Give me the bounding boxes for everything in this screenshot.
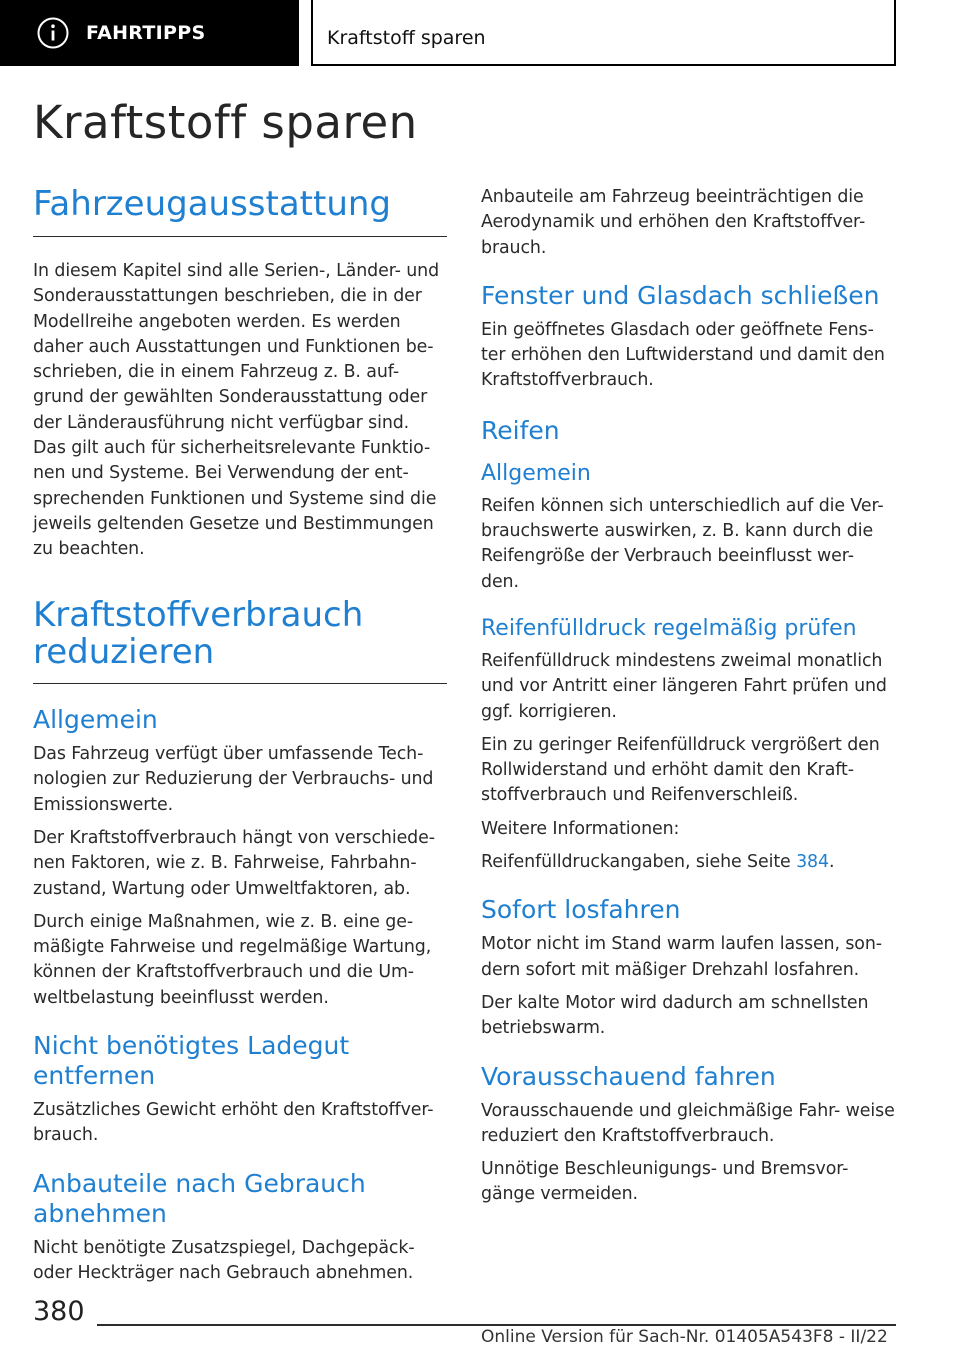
- chapter-label: FAHRTIPPS: [86, 22, 206, 44]
- right-column: [481, 185, 895, 1216]
- reference-period: .: [828, 852, 835, 873]
- heading-ladegut-entfernen: Nicht benötigtes Ladegut entfernen: [33, 1031, 350, 1091]
- heading-anbauteile-abnehmen: Anbauteile nach Gebrauch abnehmen: [33, 1168, 366, 1228]
- paragraph-fenster-glasdach: Ein geöffnetes Glasdach oder geöffnete Fens- ter erhöhen den Luftwiderstand und damit den Kraftstoffverbrauch.: [481, 319, 885, 391]
- paragraph-reifenfuelldruck-2: Ein zu geringer Reifenfülldruck vergrößert den Rollwiderstand und erhöht damit den Kraft- stoffverbrauch und Reifenverschleiß.: [481, 734, 880, 806]
- paragraph-weitere-informationen: Weitere Informationen:: [481, 818, 680, 839]
- page-reference-link[interactable]: 384: [796, 852, 829, 873]
- paragraph-anbauteile: Nicht benötigte Zusatzspiegel, Dachgepäck- oder Heckträger nach Gebrauch abnehmen.: [33, 1237, 415, 1283]
- paragraph-ladegut: Zusätzliches Gewicht erhöht den Kraftstoffver- brauch.: [33, 1100, 434, 1146]
- heading-fahrzeugausstattung: Fahrzeugausstattung: [33, 186, 447, 237]
- paragraph-vorausschauend-1: Vorausschauende und gleichmäßige Fahr- weise reduziert den Kraftstoffverbrauch.: [481, 1100, 895, 1146]
- heading-fenster-glasdach: Fenster und Glasdach schließen: [481, 280, 880, 310]
- heading-vorausschauend-fahren: Vorausschauend fahren: [481, 1061, 776, 1091]
- section-divider: [33, 683, 447, 685]
- paragraph-reifen-allgemein: Reifen können sich unterschiedlich auf die Ver- brauchswerte auswirken, z. B. kann durch die Reifengröße der Verbrauch beeinflusst wer- den.: [481, 495, 884, 592]
- paragraph-allgemein-1: Das Fahrzeug verfügt über umfassende Tech- nologien zur Reduzierung der Verbrauchs- und Emissionswerte.: [33, 744, 434, 815]
- paragraph-reifenfuelldruckangaben: [481, 850, 895, 875]
- paragraph-fahrzeugausstattung: In diesem Kapitel sind alle Serien-, Länder- und Sonderausstattungen beschrieben, die in der Modellreihe angeboten werden. Es werden daher auch Ausstattungen und Funktionen be- schrieben, die in einem Fahrzeug z. B. auf- grund der gewählten Sonderausstattung oder der Länderausführung nicht verfügbar sind. Das gilt auch für sicherheitsrelevante Funktio- nen und Systeme. Bei Verwendung der ent- sprechenden Funktionen und Systeme sind die jeweils geltenden Gesetze und Bestimmungen zu beachten.: [33, 261, 440, 560]
- heading-kraftstoffverbrauch-reduzieren: Kraftstoffverbrauch reduzieren: [33, 594, 364, 672]
- page-title: Kraftstoff sparen: [33, 96, 418, 149]
- paragraph-reifenfuelldruck-1: Reifenfülldruck mindestens zweimal monatlich und vor Antritt einer längeren Fahrt prüfen und ggf. korrigieren.: [481, 650, 887, 722]
- reference-text: Reifenfülldruckangaben, siehe Seite: [481, 852, 797, 873]
- heading-allgemein: Allgemein: [33, 705, 158, 735]
- page-number: 380: [33, 1296, 85, 1327]
- paragraph-sofort-losfahren-2: Der kalte Motor wird dadurch am schnellsten betriebswarm.: [481, 992, 869, 1039]
- paragraph-anbauteile-aerodynamik: Anbauteile am Fahrzeug beeinträchtigen die Aerodynamik und erhöhen den Kraftstoffver- brauch.: [481, 187, 866, 258]
- topic-label: Kraftstoff sparen: [327, 27, 486, 49]
- topic-header-box: [311, 0, 896, 66]
- paragraph-sofort-losfahren-1: Motor nicht im Stand warm laufen lassen, son- dern sofort mit mäßiger Drehzahl losfahren.: [481, 934, 882, 980]
- paragraph-allgemein-3: Durch einige Maßnahmen, wie z. B. eine ge- mäßigte Fahrweise und regelmäßige Wartung, können der Kraftstoffverbrauch und die Um- weltbelastung beeinflusst werden.: [33, 911, 432, 1008]
- footer-divider: [97, 1324, 896, 1326]
- paragraph-allgemein-2: Der Kraftstoffverbrauch hängt von verschiede- nen Faktoren, wie z. B. Fahrweise, Fahrbahn- zustand, Wartung oder Umweltfaktoren, ab.: [33, 827, 435, 899]
- footer-version-text: Online Version für Sach-Nr. 01405A543F8 - II/22: [481, 1327, 888, 1347]
- heading-reifen-allgemein: Allgemein: [481, 460, 591, 486]
- info-icon: [36, 16, 70, 50]
- heading-reifen: Reifen: [481, 415, 560, 445]
- heading-sofort-losfahren: Sofort losfahren: [481, 895, 681, 925]
- left-column: [33, 186, 447, 1294]
- heading-reifenfuelldruck: Reifenfülldruck regelmäßig prüfen: [481, 615, 857, 641]
- chapter-tab: [0, 0, 299, 66]
- paragraph-vorausschauend-2: Unnötige Beschleunigungs- und Bremsvor- gänge vermeiden.: [481, 1159, 849, 1205]
